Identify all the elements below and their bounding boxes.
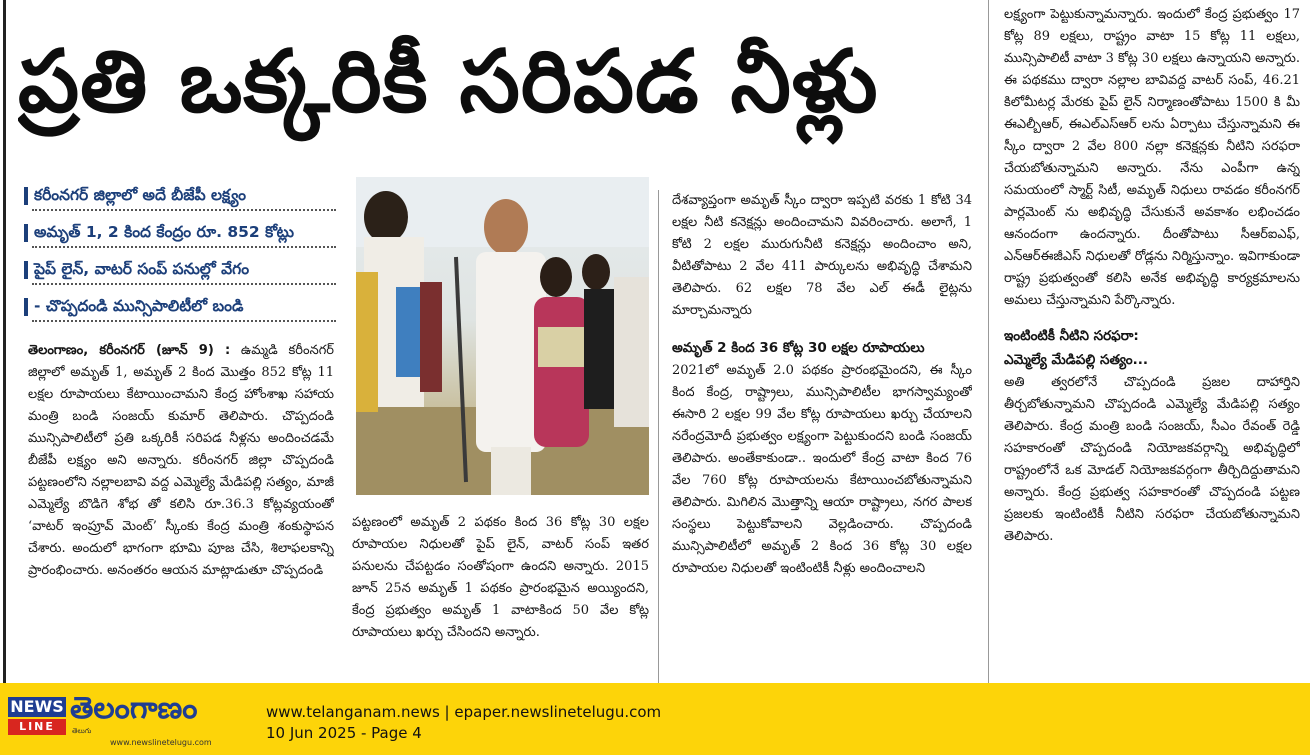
article-text: 2021లో అమృత్ 2.0 పథకం ప్రారంభమైందని, ఈ స్కీం కింద కేంద్ర, రాష్ట్రాలు, మున్సిపాలిటీల భాగస్వామ్యంతో ఈసారి 2 లక్షల 99 వేల కోట్ల రూపాయలు ఖర్చు చేయాలని నరేంద్రమోదీ ప్రభుత్వం లక్ష్యంగా పెట్టుకుందని బండి సంజయ్ తెలిపారు. అంతేకాకుండా.. ఇందులో కేంద్ర వాటా కింద 76 వేల 760 కోట్ల రూపాయలను కేటాయించబోతున్నామని తెలిపారు. మిగిలిన మొత్తాన్ని ఆయా రాష్ట్రాలు, నగర పాలక సంస్థలు పెట్టుకోవాలని వెల్లడించారు. చొప్పదండి మున్సిపాలిటీలో అమృత్ 2 కింద 36 కోట్ల 30 లక్షల రూపాయల నిధులతో ఇంటింటికీ నీళ్లు అందించాలని: [672, 363, 972, 576]
subhead-line: పైప్ లైన్, వాటర్ సంప్ పనుల్లో వేగం: [24, 254, 344, 290]
section-heading: అమృత్ 2 కింద 36 కోట్ల 30 లక్షల రూపాయలు: [672, 340, 925, 356]
footer-date-page: 10 Jun 2025 - Page 4: [266, 724, 422, 742]
logo-tagline: తెలుగు: [72, 727, 92, 735]
subheads: [24, 180, 344, 328]
dateline: తెలంగాణం, కరీంనగర్ (జూన్ 9) :: [28, 343, 231, 358]
logo-website: www.newslinetelugu.com: [110, 738, 212, 747]
article-text: పట్టణంలో అమృత్ 2 పథకం కింద 36 కోట్ల 30 లక్షల రూపాయల నిధులతో పైప్ లైన్, వాటర్ సంప్ ఇతర పనులను చేపట్టడం సంతోషంగా ఉందని అన్నారు. 2015 జూన్ 25న అమృత్ 1 పథకం ప్రారంభమైన అయ్యిందని, కేంద్ర ప్రభుత్వం అమృత్ 1 వాటాకింద 50 వేల కోట్ల రూపాయలు ఖర్చు చేసిందని అన్నారు.: [352, 515, 649, 640]
headline: ప్రతి ఒక్కరికీ సరిపడ నీళ్లు: [18, 32, 879, 132]
article-text: ఉమ్మడి కరీంనగర్ జిల్లాలో అమృత్ 1, అమృత్ 2 కింద మొత్తం 852 కోట్ల 11 లక్షల రూపాయలు కేటాయించామని కేంద్ర హోంశాఖ సహాయ మంత్రి బండి సంజయ్ కుమార్ తెలిపారు. చొప్పదండి మున్సిపాలిటీలో ప్రతి ఒక్కరికీ సరిపడ నీళ్లను అందించడమే బీజేపీ లక్ష్యం అని అన్నారు. కరీంనగర్ జిల్లా చొప్పదండి పట్టణంలోని నల్లాలబావి వద్ద ఎమ్మెల్యే మేడిపల్లి సత్యం, మాజీ ఎమ్మెల్యే బొడిగె శోభ తో కలిసి రూ.36.3 కోట్లవ్యయంతో ‘వాటర్ ఇంప్రూవ్ మెంట్’ స్కీంకు కేంద్ర మంత్రి శంకుస్థాపన చేశారు. అందులో భాగంగా భూమి పూజ చేసి, శిలాఫలకాన్ని ప్రారంభించారు. అనంతరం ఆయన మాట్లాడుతూ చొప్పదండి: [28, 343, 334, 578]
article-column-1: [28, 340, 334, 658]
subhead-line: - చొప్పదండి మున్సిపాలిటీలో బండి: [24, 291, 344, 327]
footer-urls[interactable]: www.telanganam.news | epaper.newslinetelugu.com: [266, 703, 662, 721]
article-text: అతి త్వరలోనే చొప్పదండి ప్రజల దాహార్తిని తీర్చబోతున్నామని చొప్పదండి ఎమ్మెల్యే మేడిపల్లి సత్యం తెలిపారు. కేంద్ర మంత్రి బండి సంజయ్, సీఎం రేవంత్ రెడ్డి సహకారంతో చొప్పదండి నియోజకవర్గాన్ని అభివృద్ధిలో రాష్ట్రంలోనే ఒక మోడల్ నియోజకవర్గంగా తీర్చిదిద్దుతామని అన్నారు. కేంద్ర ప్రభుత్వ సహకారంతో చొప్పదండి పట్టణ ప్రజలకు ఇంటింటికీ నీటిని సరఫరా చేయబోతున్నామని తెలిపారు.: [1004, 375, 1300, 544]
subhead-line: అమృత్ 1, 2 కింద కేంద్రం రూ. 852 కోట్లు: [24, 217, 344, 253]
subhead-line: కరీంనగర్ జిల్లాలో అదే బీజేపీ లక్ష్యం: [24, 180, 344, 216]
section-heading: ఇంటింటికీ నీటిని సరఫరా:: [1004, 328, 1139, 344]
article-column-4: [1004, 4, 1300, 660]
column-divider-right: [988, 0, 989, 683]
logo-line-text: LINE: [8, 719, 66, 735]
section-heading: ఎమ్మెల్యే మేడిపల్లి సత్యం...: [1004, 352, 1149, 368]
news-photo: [356, 177, 649, 495]
photo-illustration: [356, 177, 649, 495]
newsline-logo: [8, 697, 66, 737]
article-text: లక్ష్యంగా పెట్టుకున్నామన్నారు. ఇందులో కేంద్ర ప్రభుత్వం 17 కోట్ల 89 లక్షలు, రాష్ట్రం వాటా 15 కోట్ల 11 లక్షలు, మున్సిపాలిటీ వాటా 3 కోట్ల 30 లక్షలు ఉన్నాయని అన్నారు. ఈ పథకము ద్వారా నల్లాల బావివద్ద వాటర్ సంప్, 46.21 కిలోమీటర్ల మేరకు పైప్ లైన్ నిర్మాణంతోపాటు 1500 కి మీ ఈఎల్బీఆర్, ఈఎల్ఎస్ఆర్ లను ఏర్పాటు చేస్తున్నామని ఈ స్కీం ద్వారా 2 వేల 800 నల్లా కనెక్షన్లకు నీటిని సరఫరా చేయబోతున్నామని అన్నారు. నేను ఎంపీగా ఉన్న సమయంలో స్మార్ట్ సిటీ, అమృత్ నిధులు రావడం కరీంనగర్ పార్లమెంట్ ను అభివృద్ధి చేసుకునే అవకాశం లభించడం ఆనందంగా ఉందన్నారు. దీంతోపాటు సీఆర్ఐఎఫ్, ఎన్ఆర్ఈజీఎస్ నిధులతో రోడ్లను నిర్మిస్తున్నాం. ఇవిగాకుండా రాష్ట్ర ప్రభుత్వంతో కలిసి అనేక అభివృద్ధి కార్యక్రమాలను అమలు చేస్తున్నామని పేర్కొన్నారు.: [1004, 7, 1300, 308]
footer-bar: [0, 683, 1310, 755]
article-column-3: [672, 190, 972, 660]
article-text: దేశవ్యాప్తంగా అమృత్ స్కీం ద్వారా ఇప్పటి వరకు 1 కోటి 34 లక్షల నీటి కనెక్షన్లు అందించామని వివరించారు. అలాగే, 1 కోటి 2 లక్షల మురుగునీటి కనెక్షన్లు అందించాం అని, వీటితోపాటు 2 వేల 411 పార్కులను అభివృద్ధి చేశామని తెలిపారు. 62 లక్షల 78 వేల ఎల్ ఈడీ లైట్లను మార్చామన్నారు: [672, 193, 972, 318]
logo-news-text: NEWS: [8, 697, 66, 717]
telanganam-logo: తెలంగాణం: [70, 691, 198, 726]
left-column-rule: [3, 0, 6, 683]
column-divider-middle: [658, 190, 659, 683]
article-column-2: [352, 512, 649, 662]
